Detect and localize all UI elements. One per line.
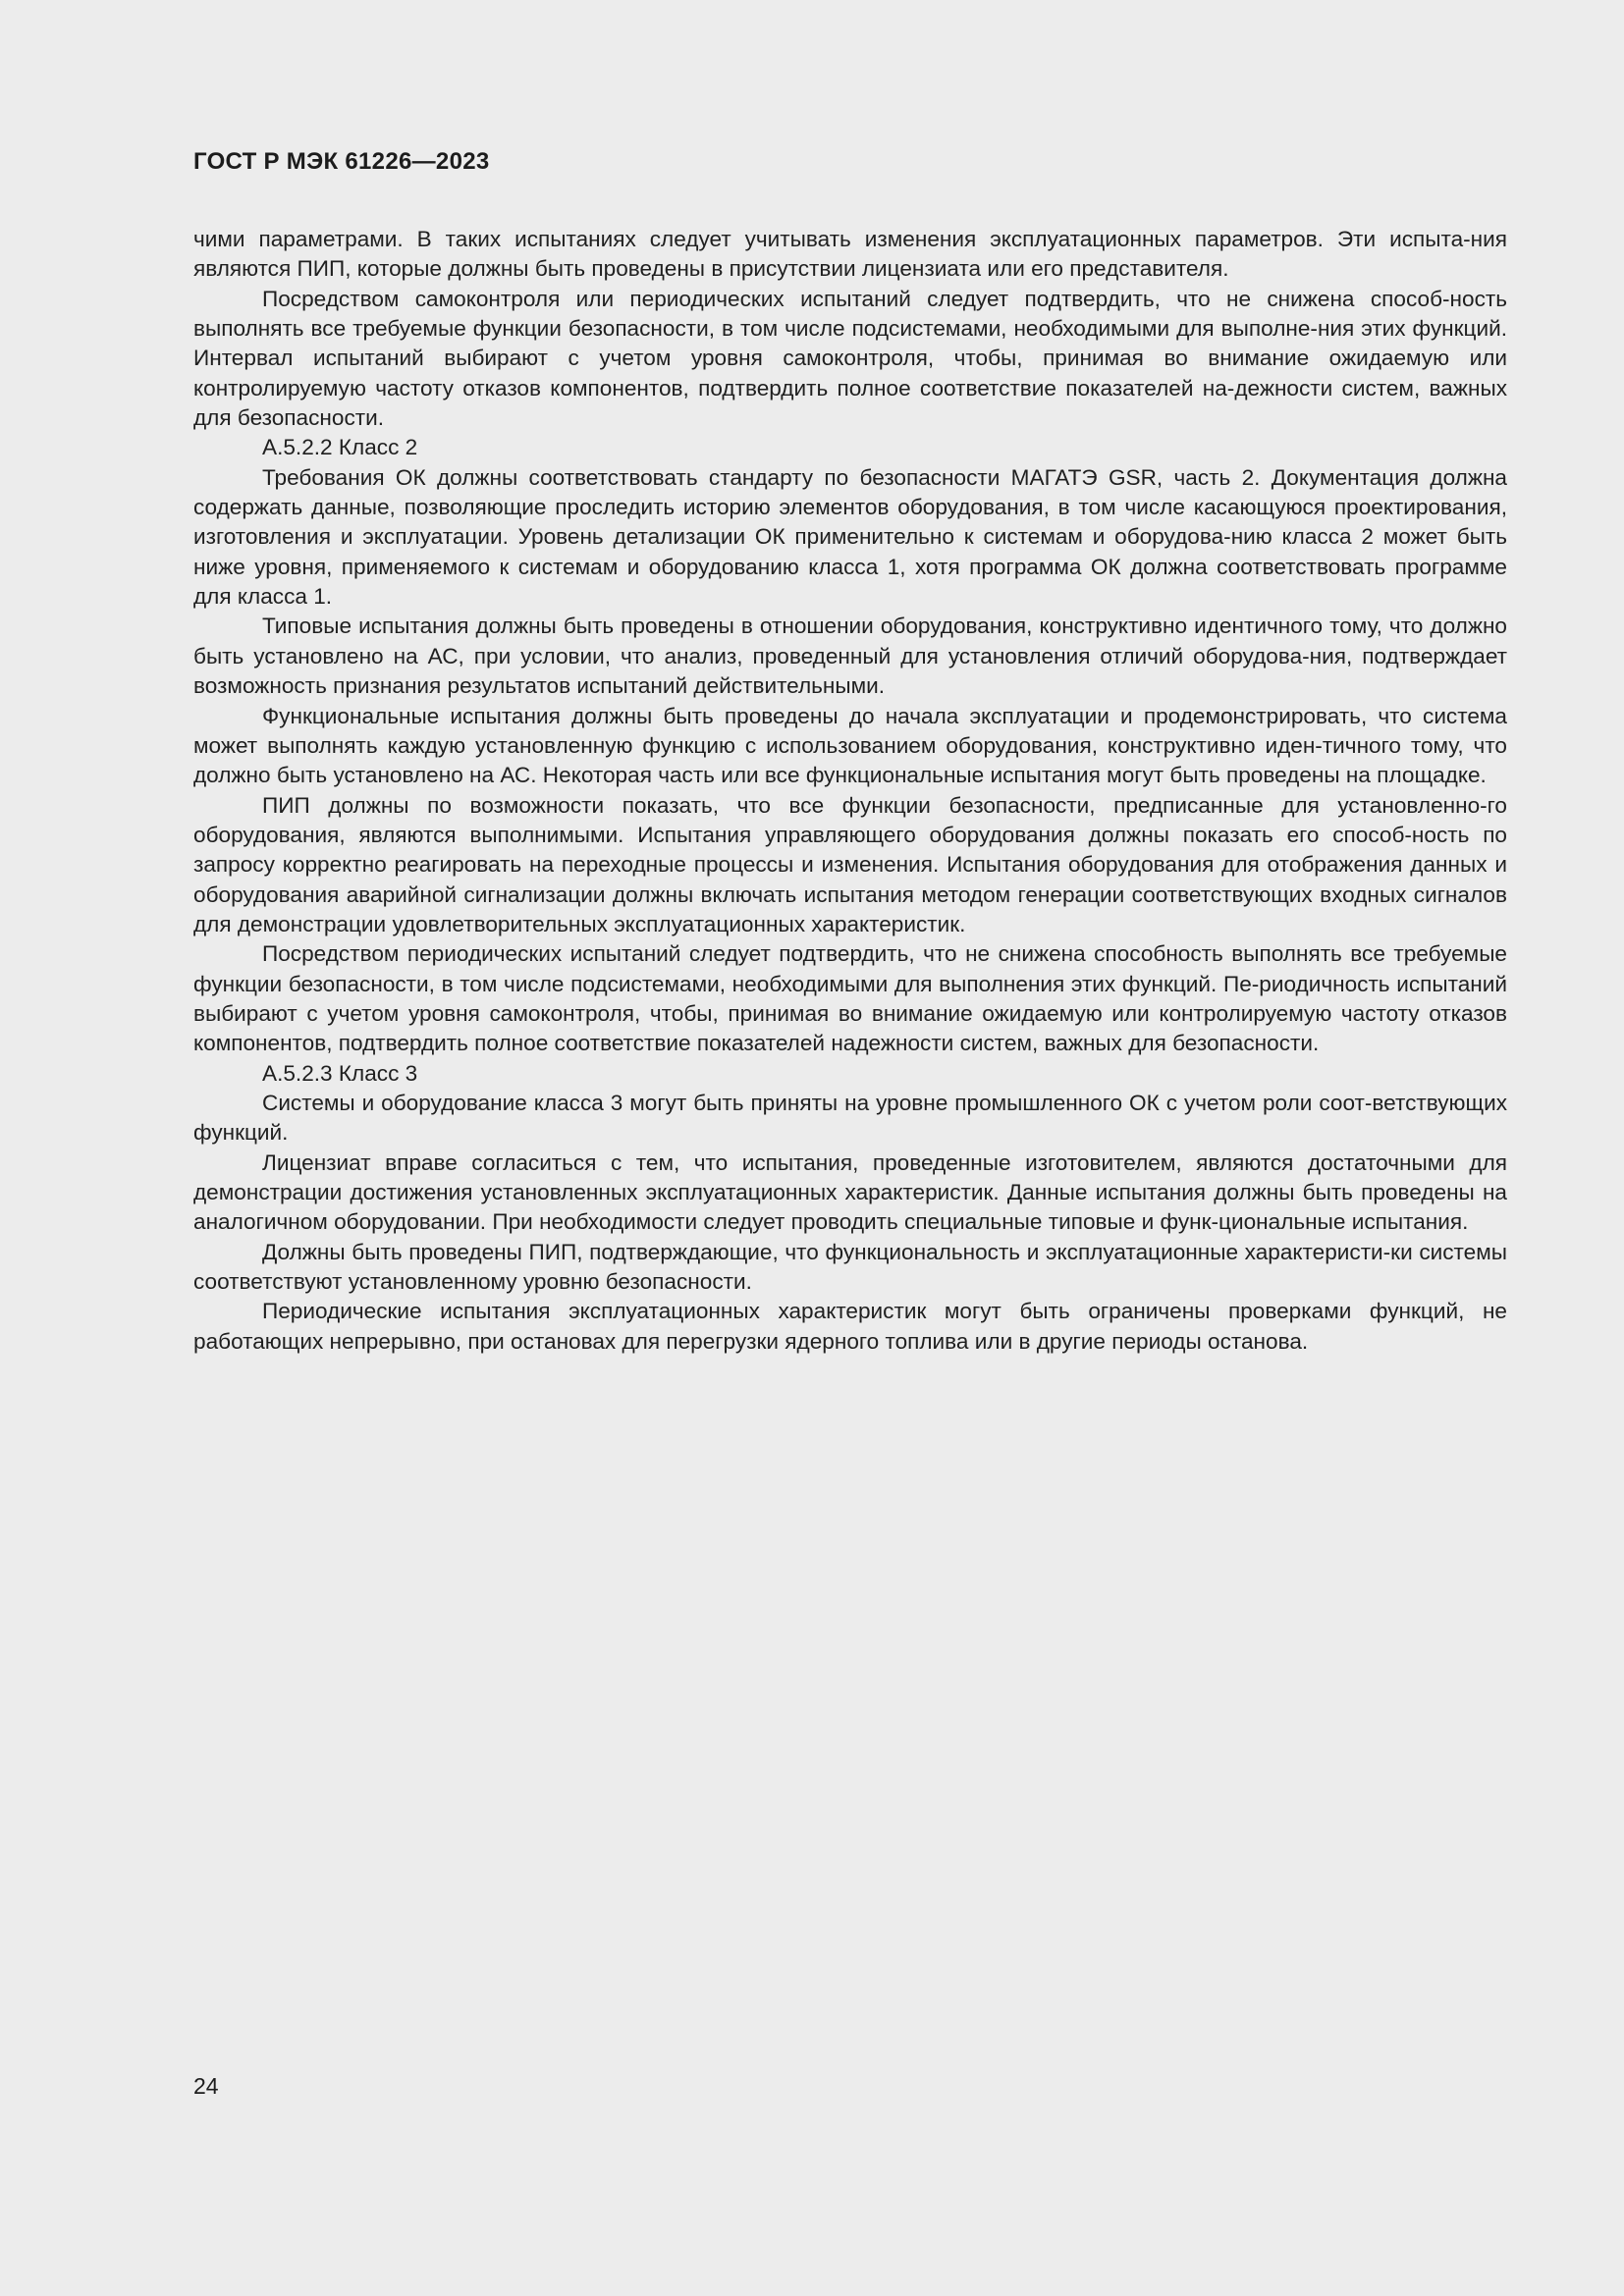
section-heading-a-5-2-2: А.5.2.2 Класс 2 <box>262 435 418 460</box>
paragraph: Типовые испытания должны быть проведены в отношении оборудования, конструктивно идентичного тому, что должно быть установлено на АС, при условии, что анализ, проведенный для установления отличий оборудова-ния, подтверждает возможность признания результатов испытаний действительными. <box>193 614 1507 699</box>
paragraph: Функциональные испытания должны быть проведены до начала эксплуатации и продемонстрировать, что система может выполнять каждую установленную функцию с использованием оборудования, конструктивно иден-тичного тому, что должно быть установлено на АС. Некоторая часть или все функциональные испытания могут быть проведены на площадке. <box>193 703 1507 788</box>
page-number: 24 <box>193 2073 219 2099</box>
paragraph: Посредством периодических испытаний следует подтвердить, что не снижена способность выполнять все требуемые функции безопасности, в том числе подсистемами, необходимыми для выполнения этих функций. Пе-риодичность испытаний выбирают с учетом уровня самоконтроля, чтобы, принимая во внимание ожидаемую или контролируемую частоту отказов компонентов, подтвердить полное соответствие показателей надежности систем, важных для безопасности. <box>193 941 1507 1056</box>
paragraph: Лицензиат вправе согласиться с тем, что испытания, проведенные изготовителем, являются достаточными для демонстрации достижения установленных эксплуатационных характеристик. Данные испытания должны быть проведены на аналогичном оборудовании. При необходимости следует проводить специальные типовые и функ-циональные испытания. <box>193 1149 1507 1235</box>
document-body <box>193 225 1507 1357</box>
paragraph: ПИП должны по возможности показать, что все функции безопасности, предписанные для установленно-го оборудования, являются выполнимыми. Испытания управляющего оборудования должны показать его способ-ность по запросу корректно реагировать на переходные процессы и изменения. Испытания оборудования для отображения данных и оборудования аварийной сигнализации должны включать испытания методом генерации соответствующих входных сигналов для демонстрации удовлетворительных эксплуатационных характеристик. <box>193 792 1507 936</box>
section-heading-a-5-2-3: А.5.2.3 Класс 3 <box>262 1060 418 1086</box>
paragraph: чими параметрами. В таких испытаниях следует учитывать изменения эксплуатационных параметров. Эти испыта-ния являются ПИП, которые должны быть проведены в присутствии лицензиата или его представителя. <box>193 227 1507 282</box>
paragraph: Периодические испытания эксплуатационных характеристик могут быть ограничены проверками функций, не работающих непрерывно, при остановах для перегрузки ядерного топлива или в другие периоды останова. <box>193 1299 1507 1354</box>
paragraph: Посредством самоконтроля или периодических испытаний следует подтвердить, что не снижена способ-ность выполнять все требуемые функции безопасности, в том числе подсистемами, необходимыми для выполне-ния этих функций. Интервал испытаний выбирают с учетом уровня самоконтроля, чтобы, принимая во внимание ожидаемую или контролируемую частоту отказов компонентов, подтвердить полное соответствие показателей на-дежности систем, важных для безопасности. <box>193 286 1507 431</box>
paragraph: Системы и оборудование класса 3 могут быть приняты на уровне промышленного ОК с учетом роли соот-ветствующих функций. <box>193 1090 1507 1146</box>
document-header: ГОСТ Р МЭК 61226—2023 <box>193 148 490 175</box>
paragraph: Должны быть проведены ПИП, подтверждающие, что функциональность и эксплуатационные характеристи-ки системы соответствуют установленному уровню безопасности. <box>193 1239 1507 1295</box>
paragraph: Требования ОК должны соответствовать стандарту по безопасности МАГАТЭ GSR, часть 2. Документация должна содержать данные, позволяющие проследить историю элементов оборудования, в том числе касающуюся проектирования, изготовления и эксплуатации. Уровень детализации ОК применительно к системам и оборудова-нию класса 2 может быть ниже уровня, применяемого к системам и оборудованию класса 1, хотя программа ОК должна соответствовать программе для класса 1. <box>193 464 1507 610</box>
